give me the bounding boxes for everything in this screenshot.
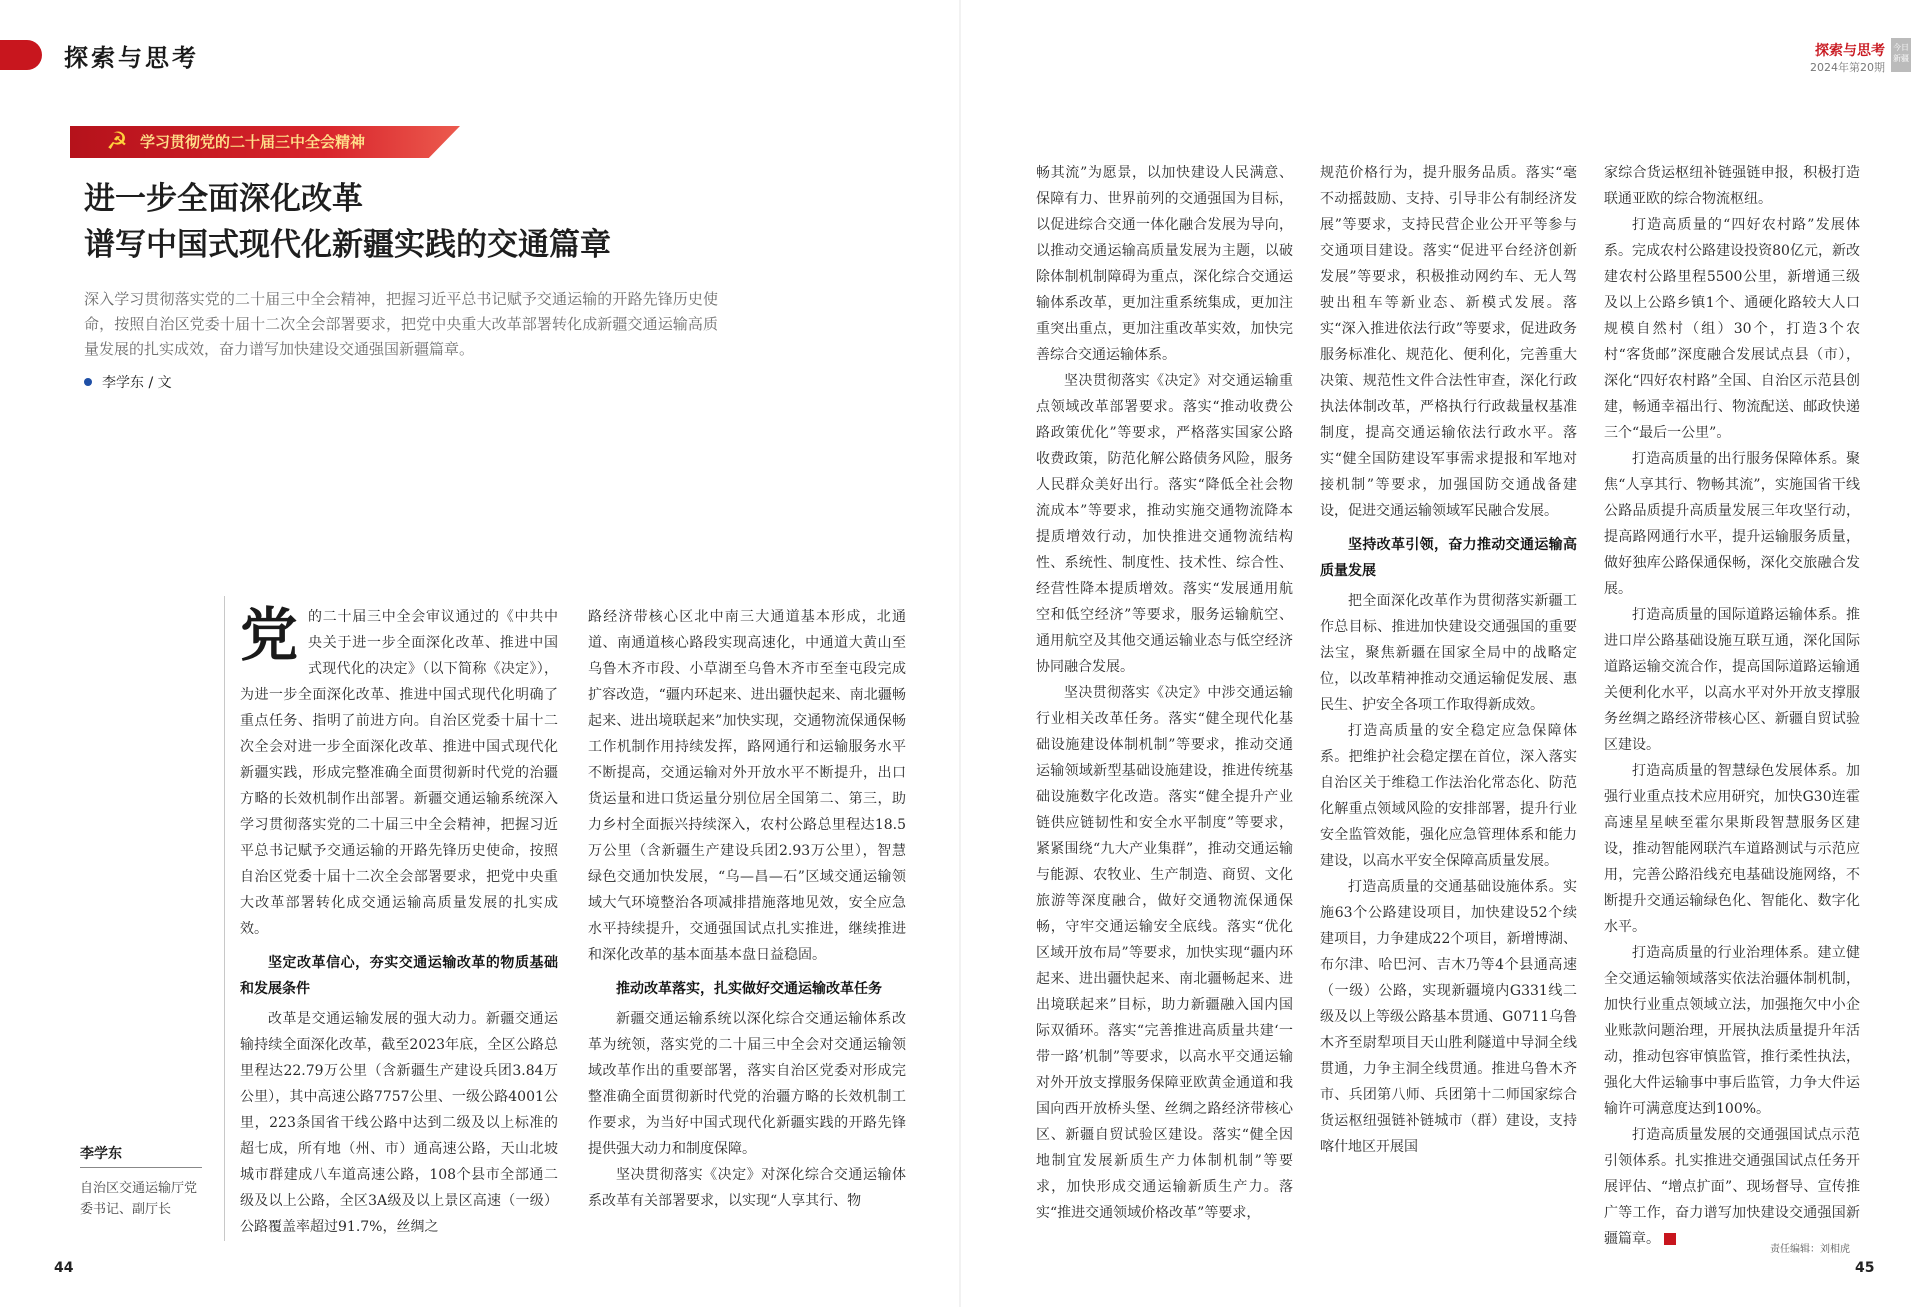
paragraph: 路经济带核心区北中南三大通道基本形成，北通道、南通道核心路段实现高速化，中通道大黄山至乌鲁木齐市段、小草湖至乌鲁木齐市至奎屯段完成扩容改造，“疆内环起来、进出疆快起来、南北疆畅起来、进出境联起来”加快实现，交通物流保通保畅工作机制作用持续发挥，路网通行和运输服务水平不断提高，交通运输对外开放水平不断提升，出口货运量和进口货运量分别位居全国第二、第三，助力乡村全面振兴持续深入，农村公路总里程达18.5万公里（含新疆生产建设兵团2.93万公里），智慧绿色交通加快发展，“乌—昌—石”区域交通运输领域大气环境整治各项减排措施落地见效，安全应急水平持续提升，交通强国试点扎实推进，继续推进和深化改革的基本面基本盘日益稳固。 [588,609,906,963]
section-title-right: 探索与思考 [1815,43,1885,59]
editor-credit: 责任编辑：刘相虎 [1770,1244,1850,1255]
article-title [84,176,611,268]
end-mark-icon: J [1664,1233,1676,1245]
subheading: 推动改革落实，扎实做好交通运输改革任务 [616,981,882,997]
issue-number: 2024年第20期 [1810,61,1885,74]
author-divider [224,596,225,1241]
page-number-right: 45 [1855,1260,1875,1276]
author-name: 李学东 [80,1143,202,1168]
subheading: 坚定改革信心，夯实交通运输改革的物质基础和发展条件 [240,955,558,997]
drop-cap: 党 [240,601,299,669]
page-number-left: 44 [54,1260,74,1276]
author-box [80,1143,202,1220]
body-column-3 [1036,160,1293,1226]
paragraph: 改革是交通运输发展的强大动力。新疆交通运输持续全面深化改革，截至2023年底，全区公路总里程达22.79万公里（含新疆生产建设兵团3.84万公里），其中高速公路7757公里、一级公路4001公里，223条国省干线公路中达到二级及以上标准的超七成，所有地（州、市）通高速公路，天山北坡城市群建成八车道高速公路，108个县市全部通二级及以上公路，全区3A级及以上景区高速（一级）公路覆盖率超过91.7%，丝绸之 [240,1011,558,1235]
article-title-line1: 进一步全面深化改革 [84,181,363,217]
paragraph: 打造高质量的“四好农村路”发展体系。完成农村公路建设投资80亿元，新改建农村公路里程5500公里，新增通三级及以上公路乡镇1个、通硬化路较大人口规模自然村（组）30个，打造3个农村“客货邮”深度融合发展试点县（市），深化“四好农村路”全国、自治区示范县创建，畅通幸福出行、物流配送、邮政快递三个“最后一公里”。 [1604,217,1860,441]
body-column-1 [240,601,558,1240]
section-tab-marker [0,40,42,70]
section-title-left: 探索与思考 [64,43,199,72]
paragraph-text: 打造高质量发展的交通强国试点示范引领体系。扎实推进交通强国试点任务开展评估、“增点扩面”、现场督导、宣传推广等工作，奋力谱写加快建设交通强国新疆篇章。 [1604,1127,1860,1247]
paragraph: 把全面深化改革作为贯彻落实新疆工作总目标、推进加快建设交通强国的重要法宝，聚焦新疆在国家全局中的战略定位，以改革精神推动交通运输促发展、惠民生、护安全各项工作取得新成效。 [1320,593,1577,713]
paragraph: 家综合货运枢纽补链强链申报，积极打造联通亚欧的综合物流枢纽。 [1604,165,1860,207]
article-lead: 深入学习贯彻落实党的二十届三中全会精神，把握习近平总书记赋予交通运输的开路先锋历史使命，按照自治区党委十届十二次全会部署要求，把党中央重大改革部署转化成新疆交通运输高质量发展的扎实成效，奋力谱写加快建设交通强国新疆篇章。 [84,290,718,358]
paragraph: 坚决贯彻落实《决定》对深化综合交通运输体系改革有关部署要求，以实现“人享其行、物 [588,1167,906,1209]
theme-banner-text: 学习贯彻党的二十届三中全会精神 [140,133,366,151]
paragraph: 打造高质量的出行服务保障体系。聚焦“人享其行、物畅其流”，实施国省干线公路品质提升高质量发展三年攻坚行动，提高路网通行水平，提升运输服务质量，做好独库公路保通保畅，深化交旅融合发展。 [1604,451,1860,597]
paragraph: 坚决贯彻落实《决定》对交通运输重点领域改革部署要求。落实“推动收费公路政策优化”等要求，严格落实国家公路收费政策，防范化解公路债务风险，服务人民群众美好出行。落实“降低全社会物流成本”等要求，推动实施交通物流降本提质增效行动，加快推进交通物流结构性、系统性、制度性、技术性、综合性、经营性降本提质增效。落实“发展通用航空和低空经济”等要求，服务运输航空、通用航空及其他交通运输业态与低空经济协同融合发展。 [1036,373,1293,675]
magazine-logo-chip: 今日新疆 [1891,38,1911,72]
paragraph: 打造高质量的交通基础设施体系。实施63个公路建设项目，加快建设52个续建项目，力争建成22个项目，新增博湖、布尔津、哈巴河、吉木乃等4个县通高速（一级）公路，实现新疆境内G331线二级及以上等级公路基本贯通、G0711乌鲁木齐至尉犁项目天山胜利隧道中导洞全线贯通，力争主洞全线贯通。推进乌鲁木齐市、兵团第八师、兵团第十二师国家综合货运枢纽强链补链城市（群）建设，支持喀什地区开展国 [1320,879,1577,1155]
byline-dot-icon [84,378,92,386]
paragraph: 打造高质量的行业治理体系。建立健全交通运输领域落实依法治疆体制机制，加快行业重点领域立法，加强拖欠中小企业账款问题治理，开展执法质量提升年活动，推动包容审慎监管，推行柔性执法，强化大件运输事中事后监管，力争大件运输许可满意度达到100%。 [1604,945,1860,1117]
paragraph: 打造高质量的国际道路运输体系。推进口岸公路基础设施互联互通，深化国际道路运输交流合作，提高国际道路运输通关便利化水平，以高水平对外开放支撑服务丝绸之路经济带核心区、新疆自贸试验区建设。 [1604,607,1860,753]
body-column-4 [1320,160,1577,1160]
subheading: 坚持改革引领，奋力推动交通运输高质量发展 [1320,537,1577,579]
article-title-line2: 谱写中国式现代化新疆实践的交通篇章 [84,227,611,263]
body-column-5 [1604,160,1860,1252]
byline-text: 李学东 / 文 [102,375,172,391]
paragraph: 的二十届三中全会审议通过的《中共中央关于进一步全面深化改革、推进中国式现代化的决定》（以下简称《决定》），为进一步全面深化改革、推进中国式现代化明确了重点任务、指明了前进方向。自治区党委十届十二次全会对进一步全面深化改革、推进中国式现代化新疆实践，形成完整准确全面贯彻新时代党的治疆方略的长效机制作出部署。新疆交通运输系统深入学习贯彻落实党的二十届三中全会精神，把握习近平总书记赋予交通运输的开路先锋历史使命，按照自治区党委十届十二次全会部署要求，把党中央重大改革部署转化成交通运输高质量发展的扎实成效。 [240,609,558,937]
paragraph: 坚决贯彻落实《决定》中涉交通运输行业相关改革任务。落实“健全现代化基础设施建设体制机制”等要求，推动交通运输领域新型基础设施建设，推进传统基础设施数字化改造。落实“健全提升产业链供应链韧性和安全水平制度”等要求，紧紧围绕“九大产业集群”，推动交通运输与能源、农牧业、生产制造、商贸、文化旅游等深度融合，做好交通物流保通保畅，守牢交通运输安全底线。落实“优化区域开放布局”等要求，加快实现“疆内环起来、进出疆快起来、南北疆畅起来、进出境联起来”目标，助力新疆融入国内国际双循环。落实“完善推进高质量共建‘一带一路’机制”等要求，以高水平交通运输对外开放支撑服务保障亚欧黄金通道和我国向西开放桥头堡、丝绸之路经济带核心区、新疆自贸试验区建设。落实“健全因地制宜发展新质生产力体制机制”等要求，加快形成交通运输新质生产力。落实“推进交通领域价格改革”等要求， [1036,685,1293,1221]
author-title: 自治区交通运输厅党委书记、副厅长 [80,1181,198,1217]
page-spine [959,0,961,1307]
paragraph: 新疆交通运输系统以深化综合交通运输体系改革为统领，落实党的二十届三中全会对交通运输领域改革作出的重要部署，落实自治区党委对形成完整准确全面贯彻新时代党的治疆方略的长效机制工作要求，为当好中国式现代化新疆实践的开路先锋提供强大动力和制度保障。 [588,1011,906,1157]
paragraph: 畅其流”为愿景，以加快建设人民满意、保障有力、世界前列的交通强国为目标，以促进综合交通一体化融合发展为导向，以推动交通运输高质量发展为主题，以破除体制机制障碍为重点，深化综合交通运输体系改革，更加注重系统集成，更加注重突出重点，更加注重改革实效，加快完善综合交通运输体系。 [1036,165,1293,363]
body-column-2 [588,604,906,1214]
paragraph [1604,1122,1860,1252]
paragraph: 规范价格行为，提升服务品质。落实“毫不动摇鼓励、支持、引导非公有制经济发展”等要求，支持民营企业公开平等参与交通项目建设。落实“促进平台经济创新发展”等要求，积极推动网约车、无人驾驶出租车等新业态、新模式发展。落实“深入推进依法行政”等要求，促进政务服务标准化、规范化、便利化，完善重大决策、规范性文件合法性审查，深化行政执法体制改革，严格执行行政裁量权基准制度，提高交通运输依法行政水平。落实“健全国防建设军事需求提报和军地对接机制”等要求，加强国防交通战备建设，促进交通运输领域军民融合发展。 [1320,165,1577,519]
paragraph: 打造高质量的安全稳定应急保障体系。把维护社会稳定摆在首位，深入落实自治区关于维稳工作法治化常态化、防范化解重点领域风险的安排部署，提升行业安全监管效能，强化应急管理体系和能力建设，以高水平安全保障高质量发展。 [1320,723,1577,869]
byline [84,372,172,392]
party-emblem-icon: ☭ [106,127,128,155]
paragraph: 打造高质量的智慧绿色发展体系。加强行业重点技术应用研究，加快G30连霍高速星星峡至霍尔果斯段智慧服务区建设，推动智能网联汽车道路测试与示范应用，完善公路沿线充电基础设施网络，不断提升交通运输绿色化、智能化、数字化水平。 [1604,763,1860,935]
